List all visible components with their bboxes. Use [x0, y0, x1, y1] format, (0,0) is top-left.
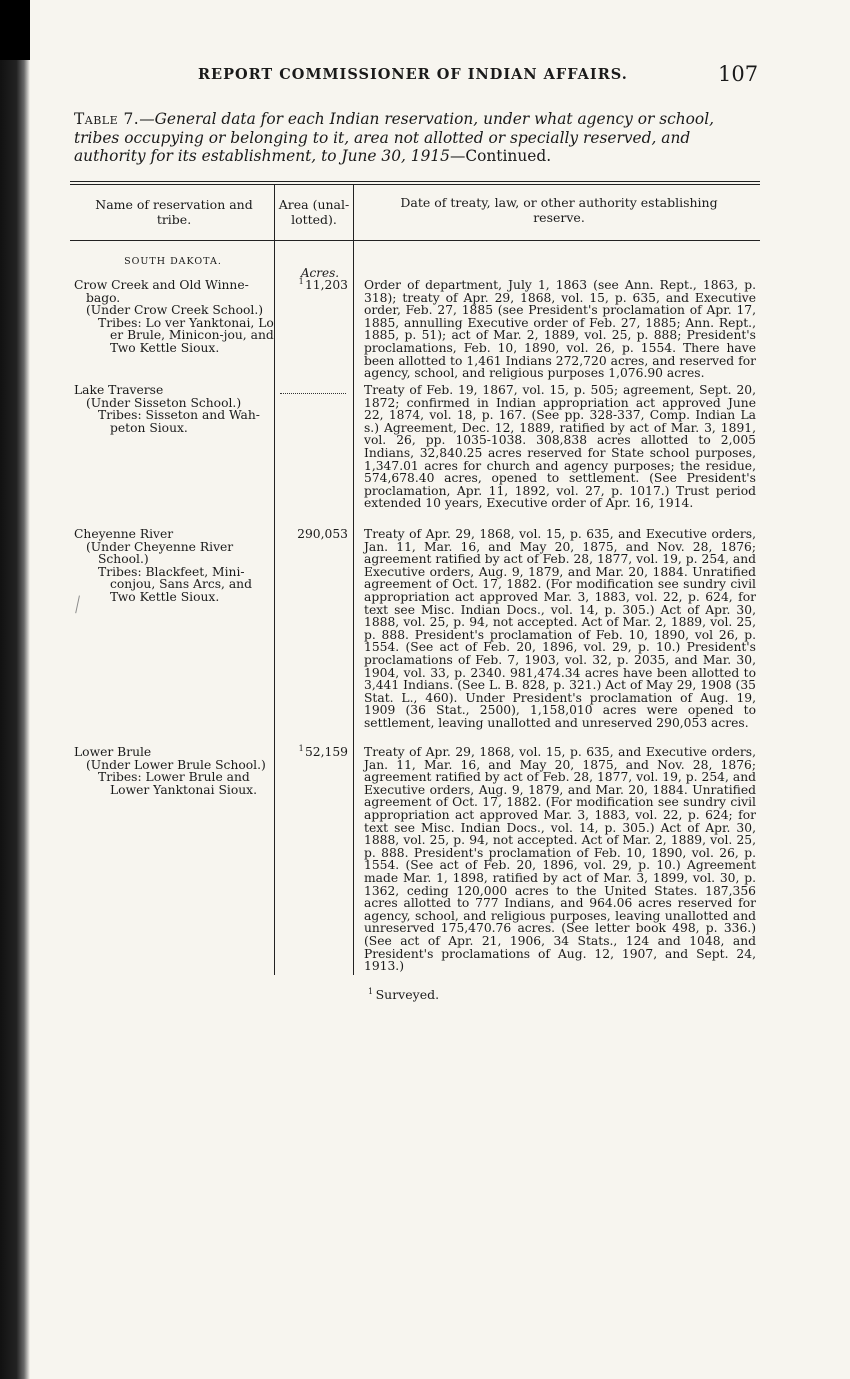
area-number: 52,159 [304, 745, 348, 759]
scan-edge-shadow [0, 0, 30, 1379]
agency-name: (Under Cheyenne River School.) [86, 539, 234, 567]
scan-edge-corner [0, 0, 30, 60]
table-caption-suffix: —Continued. [449, 147, 552, 165]
tribes-list: Tribes: Sisseton and Wah-peton Sioux. [98, 408, 260, 435]
column-header-area: Area (unal-lotted). [278, 197, 350, 227]
page-number: 107 [718, 62, 759, 86]
footnote-text: Surveyed. [375, 987, 440, 1002]
reservation-name: Crow Creek and Old Winne-bago. [74, 278, 249, 305]
table-top-rule-2 [70, 184, 760, 185]
row-name-cell [74, 279, 274, 355]
treaty-text: Order of department, July 1, 1863 (see Ann. Rept., 1863, p. 318); treaty of Apr. 29, 1868, vol. 15, p. 635, and Executive order, Feb. 27, 1885 (see President's proclamation of Apr. 17, 1885, annulling Executive order of Feb. 27, 1885; Ann. Rept., 1885, p. 51); act of Mar. 2, 1889, vol. 25, p. 888; President's proclamations, Feb. 10, 1890, vol. 26, p. 1554. There have been allotted to 1,461 Indians 272,720 acres, and reserved for agency, school, and religious purposes 1,076.90 acres. [364, 278, 756, 381]
page-header [0, 62, 850, 94]
area-units: Acres. [300, 266, 340, 280]
reservation-name: Lake Traverse [74, 383, 164, 397]
column-header-treaty: Date of treaty, law, or other authority establishing reserve. [400, 195, 718, 225]
footnote [368, 987, 439, 1002]
row-name-cell [74, 746, 274, 796]
agency-name: (Under Crow Creek School.) [86, 303, 264, 318]
tribes-list: Tribes: Lower Brule and Lower Yanktonai Sioux. [98, 770, 257, 797]
area-leader-dots [280, 393, 346, 394]
reservation-name: Lower Brule [74, 745, 152, 759]
treaty-text: Treaty of Apr. 29, 1868, vol. 15, p. 635, and Executive orders, Jan. 11, Mar. 16, and May 20, 1875, and Nov. 28, 1876; agreement ratified by act of Feb. 28, 1877, vol. 19, p. 254, and Executive orders, Aug. 9, 1879, and Mar. 20, 1884. Unratified agreement of Oct. 17, 1882. (For modification see sundry civil appropriation act approved Mar. 3, 1883, vol. 22, p. 624; for text see Misc. Indian Docs., vol. 14, p. 305.) Act of Apr. 30, 1888, vol. 25, p. 94, not accepted. Act of Mar. 2, 1889, vol. 25, p. 888. President's proclamation of Feb. 10, 1890, vol. 26, p. 1554. (See act of Feb. 20, 1896, vol. 29, p. 10.) Agreement made Mar. 1, 1898, ratified by act of Mar. 3, 1899, vol. 30, p. 1362, ceding 120,000 acres to the United States. 187,356 acres allotted to 777 Indians, and 964.06 acres reserved for agency, school, and religious purposes, leaving unallotted and unreserved 175,470.76 acres. (See letter book 498, p. 336.) (See act of Apr. 21, 1906, 34 Stats., 124 and 1048, and President's proclamations of Aug. 12, 1907, and Sept. 24, 1913.) [364, 745, 756, 974]
footnote-mark: 1 [368, 986, 374, 996]
reservation-name: Cheyenne River [74, 527, 174, 541]
table-label: Table 7. [74, 110, 140, 128]
area-number: 11,203 [304, 278, 348, 292]
tribes-list: Tribes: Blackfeet, Mini-conjou, Sans Arcs, and Two Kettle Sioux. [98, 564, 252, 604]
table-title: —General data for each Indian reservation, under what agency or school, tribes occupying or belonging to it, area not allotted or specially reserved, and authority for its establishment, to June 30, 1915 [74, 110, 715, 165]
footnote-ref: 1 [298, 276, 304, 286]
area-number: 290,053 [297, 527, 348, 541]
agency-name: (Under Lower Brule School.) [86, 757, 266, 772]
area-value [278, 528, 348, 541]
column-divider-2 [353, 185, 354, 975]
running-head: REPORT COMMISSIONER OF INDIAN AFFAIRS. [198, 66, 628, 83]
table-top-rule-1 [70, 181, 760, 182]
area-value [278, 743, 348, 759]
column-divider-1 [274, 185, 275, 975]
row-name-cell [74, 384, 274, 434]
table-caption [74, 110, 764, 166]
table-header-rule [70, 240, 760, 241]
tribes-list: Tribes: Lo ver Yanktonai, Lo er Brule, Minicon-jou, and Two Kettle Sioux. [98, 315, 274, 355]
row-name-cell [74, 528, 274, 604]
agency-name: (Under Sisseton School.) [86, 395, 242, 410]
column-header-name: Name of reservation and tribe. [95, 197, 253, 227]
area-value [278, 276, 348, 292]
treaty-text: Treaty of Feb. 19, 1867, vol. 15, p. 505; agreement, Sept. 20, 1872; confirmed in Indian appropriation act approved June 22, 1874, vol. 18, p. 167. (See pp. 328-337, Comp. Indian La s.) Agreement, Dec. 12, 1889, ratified by act of Mar. 3, 1891, vol. 26, pp. 1035-1038. 308,838 acres allotted to 2,005 Indians, 32,840.25 acres reserved for State school purposes, 1,347.01 acres for church and agency purposes; the residue, 574,678.40 acres, opened to settlement. (See President's proclamation, Apr. 11, 1892, vol. 27, p. 1017.) Trust period extended 10 years, Executive order of Apr. 16, 1914. [364, 383, 756, 511]
state-heading: SOUTH DAKOTA. [124, 256, 222, 267]
footnote-ref: 1 [298, 743, 304, 753]
treaty-text: Treaty of Apr. 29, 1868, vol. 15, p. 635, and Executive orders, Jan. 11, Mar. 16, and May 20, 1875, and Nov. 28, 1876; agreement ratified by act of Feb. 28, 1877, vol. 19, p. 254, and Executive orders, Aug. 9, 1879, and Mar. 20, 1884. Unratified agreement of Oct. 17, 1882. (For modification see sundry civil appropriation act approved Mar. 3, 1883, vol. 22, p. 624, for text see Misc. Indian Docs., vol. 14, p. 305.) Act of Apr. 30, 1888, vol. 25, p. 94, not accepted. Act of Mar. 2, 1889, vol. 25, p. 888. President's proclamation of Feb. 10, 1890, vol 26, p. 1554. (See act of Feb. 20, 1896, vol. 29, p. 10.) President's proclamations of Feb. 7, 1903, vol. 32, p. 2035, and Mar. 30, 1904, vol. 33, p. 2340. 981,474.34 acres have been allotted to 3,441 Indians. (See L. B. 828, p. 321.) Act of May 29, 1908 (35 Stat. L., 460). Under President's proclamation of Aug. 19, 1909 (36 Stat., 2500), 1,158,010 acres were opened to settlement, leaving unallotted and unreserved 290,053 acres. [364, 527, 756, 730]
